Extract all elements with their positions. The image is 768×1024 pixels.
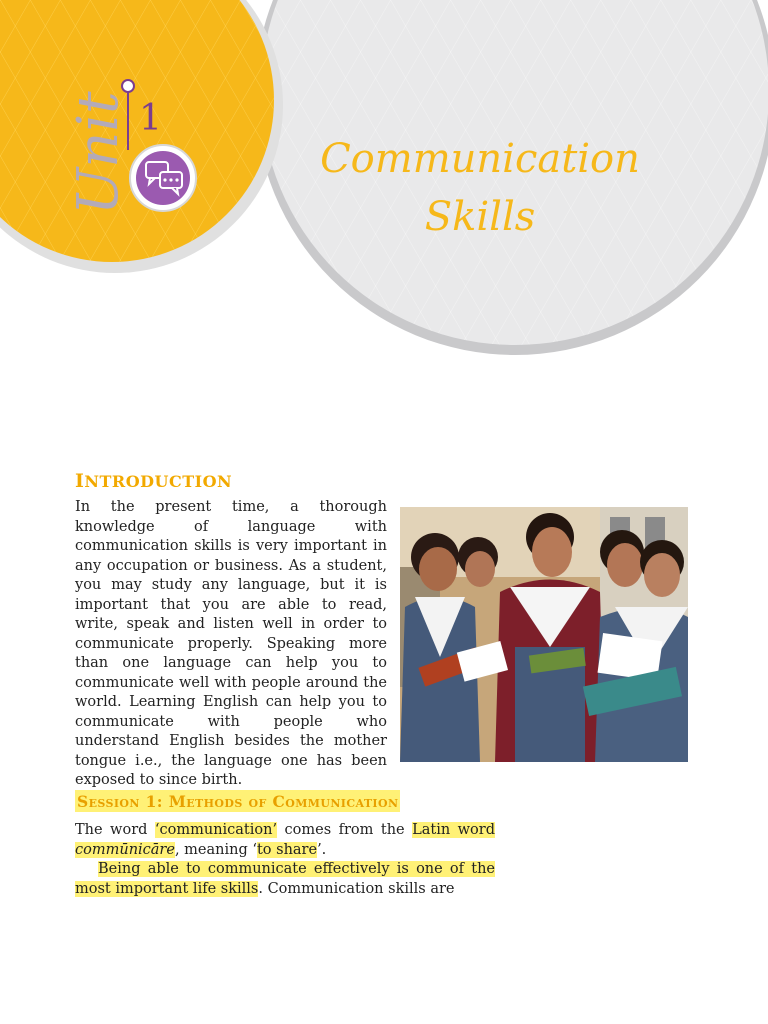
session-paragraph-1: The word ‘communication’ comes from the Latin word commūnicāre, meaning ‘to share’. [75, 822, 495, 858]
session-heading: Session 1: Methods of Communication [77, 792, 399, 811]
chapter-title [320, 130, 640, 246]
unit-number: 1 [139, 98, 162, 139]
unit-label: Unit [66, 91, 131, 215]
introduction-heading: INTRODUCTION [75, 470, 233, 492]
introduction-text: In the present time, a thorough knowledge of language with communication skills is very important in any occupation or business. As a student, you may study any language, but it is important that you are able to read, write, speak and listen well in order to communicate properly. Speaking more than one language can help you to communicate well with people around the world. Learning English can help you to communicate with people who understand English besides the mother tongue i.e., the language one has been exposed to since birth. [75, 499, 387, 788]
title-line-2: Skills [424, 194, 536, 240]
session-paragraph-2: Being able to communicate effectively is one of the most important life skills. Communication skills are [75, 861, 495, 897]
students-photo [400, 507, 688, 762]
unit-label-wrapper [66, 91, 196, 275]
speech-bubbles-icon [130, 145, 196, 211]
title-line-1: Communication [320, 136, 640, 182]
